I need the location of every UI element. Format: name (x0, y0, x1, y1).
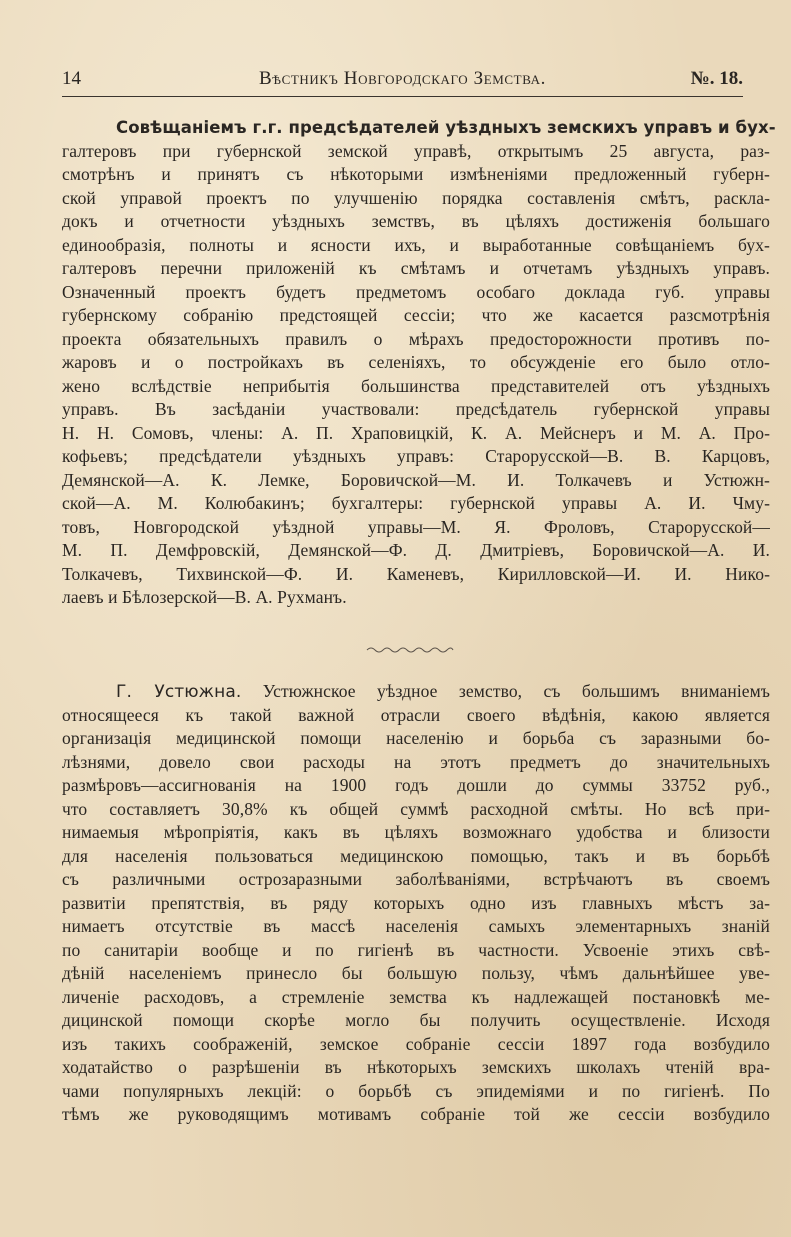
paragraph-meeting (62, 116, 776, 610)
text-line: единообразія, полноты и ясности ихъ, и выработанные совѣщаніемъ бух- (62, 234, 770, 255)
issue-number: №. 18. (690, 68, 743, 89)
journal-title: Вѣстникъ Новгородскаго Земства. (258, 68, 547, 89)
text-line: жаровъ и о постройкахъ въ селеніяхъ, то обсужденіе его было отло- (62, 352, 770, 372)
text-line: ской управой проектъ по улучшенію порядка составленія смѣтъ, раскла- (62, 187, 770, 208)
text-line: тѣмъ же руководящимъ мотивамъ собраніе той же сессіи возбудило (62, 1104, 770, 1124)
text-line: дицинской помощи скорѣе могло бы получить осуществленіе. Исходя (62, 1010, 770, 1030)
text-line: смотрѣнъ и принятъ съ нѣкоторыми измѣненіями предложенный губерн- (62, 164, 770, 184)
text-line: галтеровъ при губернской земской управѣ, открытымъ 25 августа, раз- (62, 140, 770, 161)
text-line: Демянской—А. К. Лемке, Боровичской—М. И. Толкачевъ и Устюжн- (62, 469, 770, 490)
running-header (62, 66, 743, 92)
text-line: дѣній населеніемъ принесло бы большую пользу, чѣмъ дальнѣйшее уве- (62, 963, 770, 983)
text-line: изъ такихъ соображеній, земское собраніе сессіи 1897 года возбудило (62, 1033, 770, 1054)
text-line: нимаемыя мѣропріятія, какъ въ цѣляхъ возможнаго удобства и близости (62, 822, 770, 842)
lead-text: Устюжнское уѣздное земство, съ большимъ вниманіемъ (262, 681, 770, 701)
paragraph-body (62, 140, 770, 610)
text-line: по санитаріи вообще и по гигіенѣ въ частности. Усвоеніе этихъ свѣ- (62, 939, 770, 960)
text-line: жено вслѣдствіе неприбытія большинства представителей отъ уѣздныхъ (62, 375, 770, 396)
text-line: съ различными острозаразными заболѣваніями, встрѣчаютъ въ своемъ (62, 869, 770, 889)
text-line: кофьевъ; предсѣдатели уѣздныхъ управъ: Старорусской—В. В. Карцовъ, (62, 446, 770, 466)
text-line: организація медицинской помощи населенію и борьба съ заразными бо- (62, 728, 770, 748)
text-line: размѣровъ—ассигнованія на 1900 годъ дошли до суммы 33752 руб., (62, 775, 770, 795)
text-line: относящееся къ такой важной отрасли своего вѣдѣнія, какою является (62, 704, 770, 725)
text-line: Означенный проектъ будетъ предметомъ особаго доклада губ. управы (62, 281, 770, 302)
paragraph-lead-line: Совѣщаніемъ г.г. предсѣдателей уѣздныхъ земскихъ управъ и бух- (116, 118, 776, 137)
text-line: нимаетъ отсутствіе въ массѣ населенія самыхъ элементарныхъ знаній (62, 916, 770, 936)
paragraph-body (62, 704, 770, 1127)
text-line: ходатайство о разрѣшеніи въ нѣкоторыхъ земскихъ школахъ чтеній вра- (62, 1057, 770, 1077)
text-line: докъ и отчетности уѣздныхъ земствъ, въ цѣляхъ достиженія большаго (62, 211, 770, 231)
text-line: что составляетъ 30,8% къ общей суммѣ расходной смѣты. Но всѣ при- (62, 798, 770, 819)
paragraph-lead-line (62, 680, 770, 704)
text-line: развитіи препятствія, въ ряду которыхъ одно изъ главныхъ мѣстъ за- (62, 892, 770, 913)
text-line: Н. Н. Сомовъ, члены: А. П. Храповицкій, К. А. Мейснеръ и М. А. Про- (62, 422, 770, 443)
text-line: Толкачевъ, Тихвинской—Ф. И. Каменевъ, Кирилловской—И. И. Нико- (62, 563, 770, 584)
page-number: 14 (62, 68, 81, 89)
paragraph-ustyuzhna (62, 680, 770, 1127)
text-line: ской—А. М. Колюбакинъ; бухгалтеры: губернской управы А. И. Чму- (62, 493, 770, 513)
text-line: личеніе расходовъ, а стремленіе земства къ надлежащей постановкѣ ме- (62, 986, 770, 1007)
text-line: лѣзнями, довело свои расходы на этотъ предметъ до значительныхъ (62, 751, 770, 772)
header-rule (62, 96, 743, 97)
text-line: галтеровъ перечни приложеній къ смѣтамъ и отчетамъ уѣздныхъ управъ. (62, 258, 770, 278)
text-line: управъ. Въ засѣданіи участвовали: предсѣдатель губернской управы (62, 399, 770, 419)
text-line: проекта обязательныхъ правилъ о мѣрахъ предосторожности противъ по- (62, 328, 770, 349)
text-line: для населенія пользоваться медицинскою помощью, такъ и въ борьбѣ (62, 845, 770, 866)
text-line: лаевъ и Бѣлозерской—В. А. Рухманъ. (62, 587, 347, 607)
text-line: М. П. Демфровскій, Демянской—Ф. Д. Дмитріевъ, Боровичской—А. И. (62, 540, 770, 560)
text-line: товъ, Новгородской уѣздной управы—М. Я. Фроловъ, Старорусской— (62, 516, 770, 537)
section-heading: Г. Устюжна. (116, 682, 242, 702)
text-line: губернскому собранію предстоящей сессіи; что же касается разсмотрѣнія (62, 305, 770, 325)
text-line: чами популярныхъ лекцій: о борьбѣ съ эпидеміями и по гигіенѣ. По (62, 1080, 770, 1101)
section-divider (365, 645, 455, 655)
